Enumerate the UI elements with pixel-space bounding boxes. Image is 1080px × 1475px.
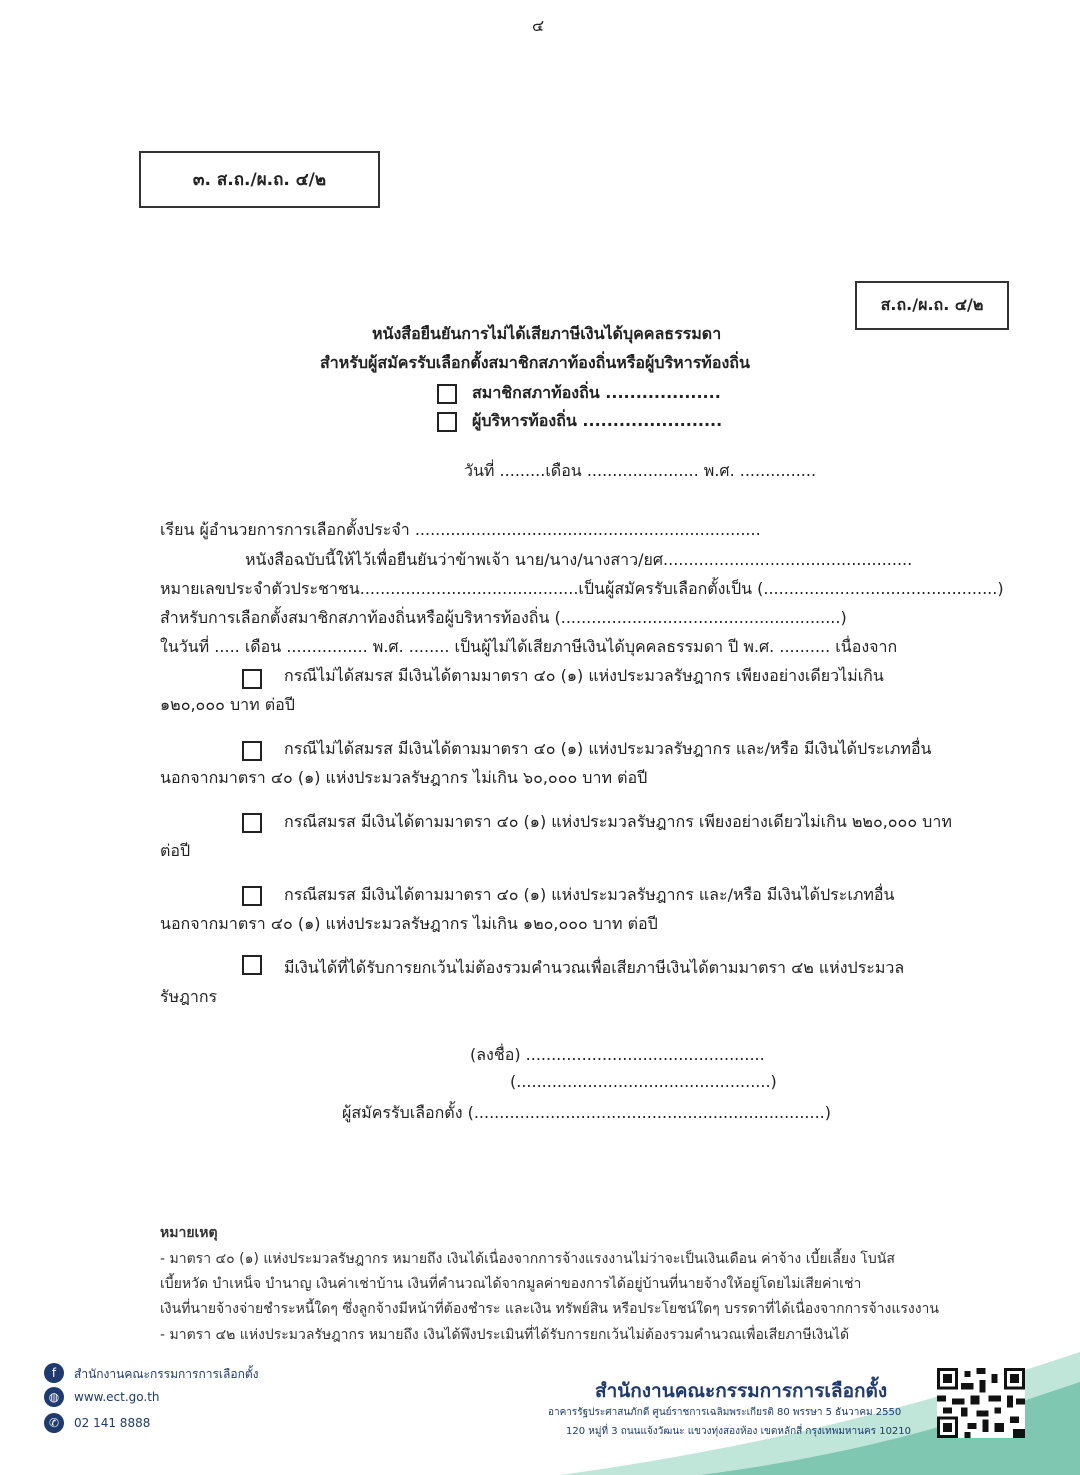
document-title-line2: สำหรับผู้สมัครรับเลือกตั้งสมาชิกสภาท้องถิ่นหรือผู้บริหารท้องถิ่น — [320, 353, 750, 372]
signature-name-line: (..................................................) — [510, 1072, 777, 1091]
body-line-1: หนังสือฉบับนี้ให้ไว้เพื่อยืนยันว่าข้าพเจ้า นาย/นาง/นางสาว/ยศ................................................. — [245, 550, 913, 569]
option-4-line-2: นอกจากมาตรา ๔๐ (๑) แห่งประมวลรัษฎากร ไม่เกิน ๑๒๐,๐๐๐ บาท ต่อปี — [160, 914, 658, 933]
page-number: ๔ — [532, 16, 545, 35]
body-line-3: สำหรับการเลือกตั้งสมาชิกสภาท้องถิ่นหรือผู้บริหารท้องถิ่น (.......................................................) — [160, 608, 847, 627]
option-5-line-1: มีเงินได้ที่ได้รับการยกเว้นไม่ต้องรวมคำนวณเพื่อเสียภาษีเงินได้ตามมาตรา ๔๒ แห่งประมวล — [284, 958, 905, 977]
body-line-2: หมายเลขประจำตัวประชาชน...........................................เป็นผู้สมัครรับเลือกตั้งเป็น (..............................................) — [160, 579, 1004, 598]
footer-org-name: สำนักงานคณะกรรมการการเลือกตั้ง — [595, 1380, 888, 1402]
document-title-line1: หนังสือยืนยันการไม่ได้เสียภาษีเงินได้บุคคลธรรมดา — [372, 324, 722, 343]
option-1-line-2: ๑๒๐,๐๐๐ บาท ต่อปี — [160, 695, 295, 714]
option-local-council-member-label: สมาชิกสภาท้องถิ่น ................... — [472, 383, 721, 402]
form-code-left-text: ๓. ส.ถ./ผ.ถ. ๔/๒ — [192, 170, 327, 190]
facebook-icon[interactable]: f — [44, 1363, 64, 1383]
notes-line-2: เบี้ยหวัด บำเหน็จ บำนาญ เงินค่าเช่าบ้าน เงินที่คำนวณได้จากมูลค่าของการได้อยู่บ้านที่นายจ้างให้อยู่โดยไม่เสียค่าเช่า — [160, 1276, 862, 1292]
option-2-line-1: กรณีไม่ได้สมรส มีเงินได้ตามมาตรา ๔๐ (๑) แห่งประมวลรัษฎากร และ/หรือ มีเงินได้ประเภทอื่น — [284, 739, 932, 758]
footer-address-1: อาคารรัฐประศาสนภักดี ศูนย์ราชการเฉลิมพระเกียรติ 80 พรรษา 5 ธันวาคม 2550 — [548, 1407, 902, 1418]
checkbox-option-4[interactable] — [242, 886, 262, 906]
signature-role-line: ผู้สมัครรับเลือกตั้ง (.....................................................................) — [342, 1103, 832, 1122]
option-3-line-1: กรณีสมรส มีเงินได้ตามมาตรา ๔๐ (๑) แห่งประมวลรัษฎากร เพียงอย่างเดียวไม่เกิน ๒๒๐,๐๐๐ บาท — [284, 812, 952, 831]
checkbox-option-1[interactable] — [242, 669, 262, 689]
notes-line-3: เงินที่นายจ้างจ่ายชำระหนี้ใดๆ ซึ่งลูกจ้างมีหน้าที่ต้องชำระ และเงิน ทรัพย์สิน หรือประโยชน์ใดๆ บรรดาที่ได้เนื่องจากการจ้างแรงงาน — [160, 1301, 939, 1317]
option-3-line-2: ต่อปี — [160, 841, 191, 860]
form-code-right-text: ส.ถ./ผ.ถ. ๔/๒ — [880, 295, 984, 314]
notes-heading: หมายเหตุ — [160, 1225, 218, 1241]
globe-icon: ◍ — [44, 1387, 64, 1407]
checkbox-option-3[interactable] — [242, 813, 262, 833]
notes-line-1: - มาตรา ๔๐ (๑) แห่งประมวลรัษฎากร หมายถึง เงินได้เนื่องจากการจ้างแรงงานไม่ว่าจะเป็นเงินเดือน ค่าจ้าง เบี้ยเลี้ยง โบนัส — [160, 1251, 895, 1267]
option-local-executive-label: ผู้บริหารท้องถิ่น ....................... — [472, 411, 723, 430]
option-2-line-2: นอกจากมาตรา ๔๐ (๑) แห่งประมวลรัษฎากร ไม่เกิน ๖๐,๐๐๐ บาท ต่อปี — [160, 768, 648, 787]
option-1-line-1: กรณีไม่ได้สมรส มีเงินได้ตามมาตรา ๔๐ (๑) แห่งประมวลรัษฎากร เพียงอย่างเดียวไม่เกิน — [284, 666, 884, 685]
checkbox-option-5[interactable] — [242, 955, 262, 975]
salutation: เรียน ผู้อำนวยการการเลือกตั้งประจำ .................................................................... — [160, 520, 761, 539]
checkbox-local-council-member[interactable] — [437, 384, 457, 404]
footer-website[interactable]: www.ect.go.th — [74, 1390, 160, 1404]
checkbox-option-2[interactable] — [242, 741, 262, 761]
checkbox-local-executive[interactable] — [437, 412, 457, 432]
signature-line: (ลงชื่อ) ............................................... — [470, 1045, 765, 1064]
footer-facebook-text[interactable]: สำนักงานคณะกรรมการการเลือกตั้ง — [74, 1367, 259, 1381]
footer-phone[interactable]: 02 141 8888 — [74, 1416, 151, 1430]
body-line-4: ในวันที่ ..... เดือน ................ พ.ศ. ........ เป็นผู้ไม่ได้เสียภาษีเงินได้บุคคลธรรมดา ปี พ.ศ. .......... เนื่องจาก — [160, 637, 898, 656]
date-line: วันที่ .........เดือน ...................... พ.ศ. ............... — [464, 461, 817, 480]
option-5-line-2: รัษฎากร — [160, 987, 218, 1006]
phone-icon: ✆ — [44, 1413, 64, 1433]
form-code-box-left — [139, 151, 380, 208]
qr-code-icon — [936, 1368, 1026, 1438]
form-code-box-right — [855, 281, 1009, 330]
notes-line-4: - มาตรา ๔๒ แห่งประมวลรัษฎากร หมายถึง เงินได้พึงประเมินที่ได้รับการยกเว้นไม่ต้องรวมคำนวณเพื่อเสียภาษีเงินได้ — [160, 1327, 850, 1343]
option-4-line-1: กรณีสมรส มีเงินได้ตามมาตรา ๔๐ (๑) แห่งประมวลรัษฎากร และ/หรือ มีเงินได้ประเภทอื่น — [284, 885, 895, 904]
footer-address-2: 120 หมู่ที่ 3 ถนนแจ้งวัฒนะ แขวงทุ่งสองห้อง เขตหลักสี่ กรุงเทพมหานคร 10210 — [566, 1426, 912, 1437]
